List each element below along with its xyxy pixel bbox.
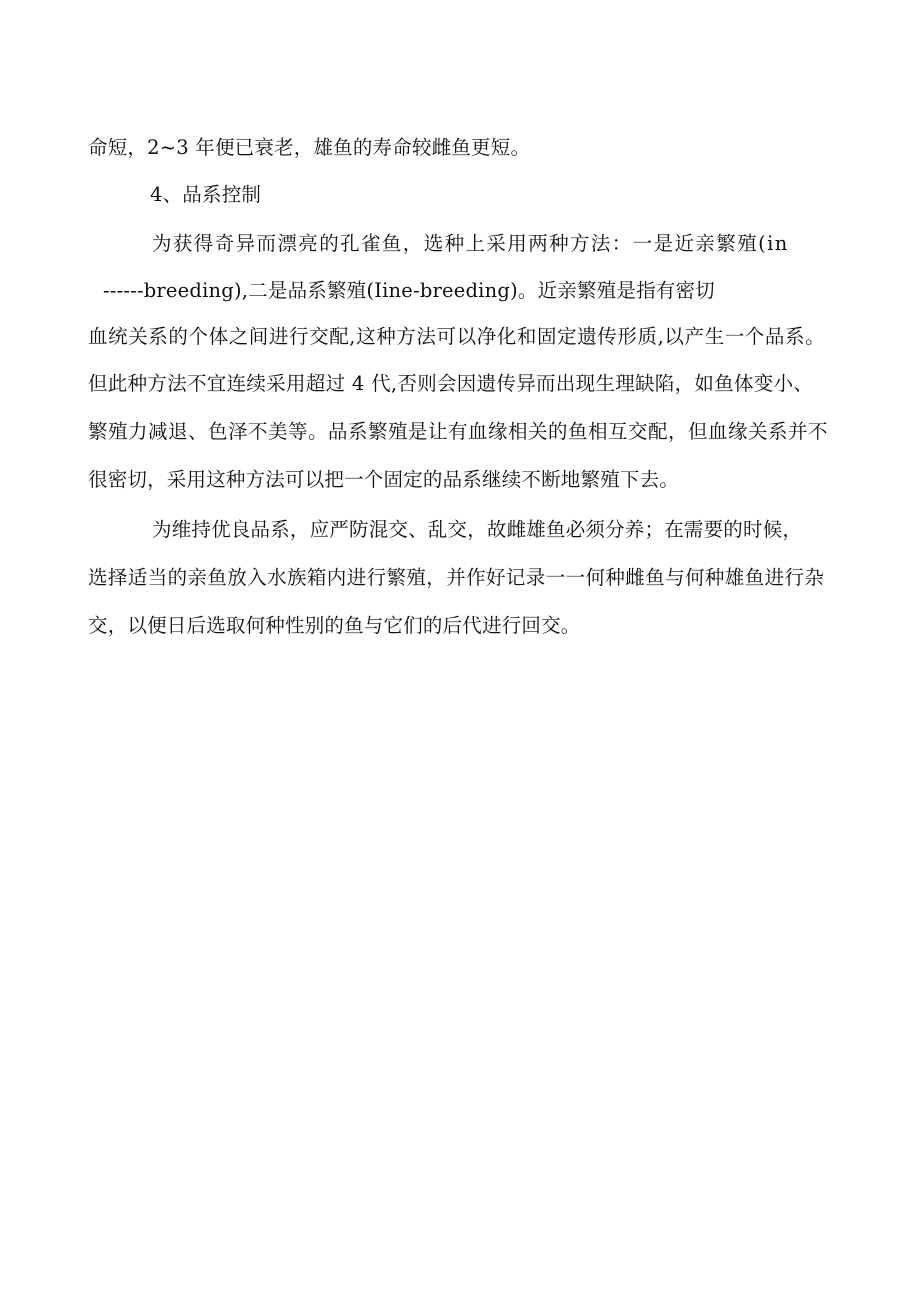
paragraph-line: 繁殖力减退、色泽不美等。品系繁殖是让有血缘相关的鱼相互交配，但血缘关系并不 bbox=[88, 420, 829, 443]
paragraph-line: 为获得奇异而漂亮的孔雀鱼，选种上采用两种方法：一是近亲繁殖(in bbox=[152, 232, 789, 255]
paragraph-line: 很密切，采用这种方法可以把一个固定的品系继续不断地繁殖下去。 bbox=[88, 468, 680, 491]
paragraph-line: 为维持优良品系，应严防混交、乱交，故雌雄鱼必须分养；在需要的时候， bbox=[152, 518, 803, 541]
paragraph-line: 但此种方法不宜连续采用超过 4 代,否则会因遗传异而出现生理缺陷，如鱼体变小、 bbox=[88, 372, 814, 395]
paragraph-continuation-line: 命短，2~3 年便已衰老，雄鱼的寿命较雌鱼更短。 bbox=[88, 136, 531, 159]
section-heading: 4、品系控制 bbox=[150, 183, 262, 206]
paragraph-line: 交，以便日后选取何种性别的鱼与它们的后代进行回交。 bbox=[88, 614, 581, 637]
paragraph-line: ------breeding),二是品系繁殖(Iine-breeding)。近亲繁殖是指有密切 bbox=[103, 279, 715, 302]
paragraph-line: 选择适当的亲鱼放入水族箱内进行繁殖，并作好记录一一何种雌鱼与何种雄鱼进行杂 bbox=[88, 566, 825, 589]
paragraph-line: 血统关系的个体之间进行交配,这种方法可以净化和固定遗传形质,以产生一个品系。 bbox=[88, 325, 826, 348]
